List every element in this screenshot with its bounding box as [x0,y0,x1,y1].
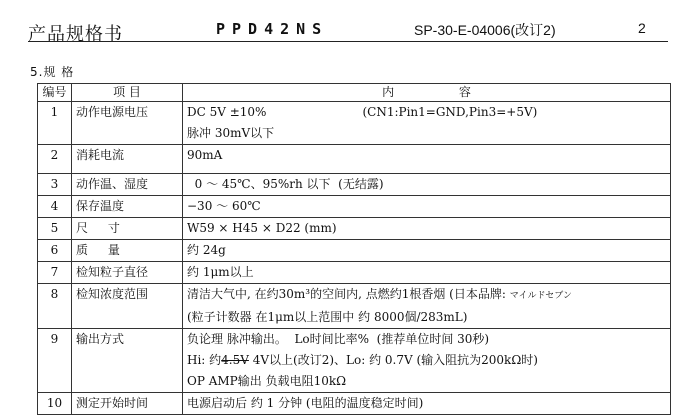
table-row [38,262,671,284]
row-item-label: 输出方式 [76,332,125,346]
header-content-label: 内 容 [382,85,471,99]
row-item-label: 测定开始时间 [76,396,149,410]
row-item-label: 质 量 [76,243,128,257]
content-line: 约 24g [187,243,226,257]
section-title: 5.规 格 [30,65,75,79]
header-item: 项 目 [72,84,183,102]
row-no: 9 [38,329,72,393]
content-line: OP AMP输出 负载电阻10kΩ [187,374,347,388]
hi-label: Hi: 约 [187,353,222,367]
row-no: 3 [38,174,72,196]
row-no: 6 [38,240,72,262]
row-content [183,102,671,145]
row-item [72,284,183,329]
spec-table [37,83,671,415]
detection-text: 清洁大气中, 在约30m³的空间内, 点燃约1根香烟 (日本品牌: [187,287,510,301]
content-line: (粒子计数器 在1μm以上范围中 约 8000個/283mL) [187,310,468,324]
table-row [38,393,671,415]
content-line: −30 ～ 60℃ [187,199,261,213]
brand-name: マイルドセブン [509,291,572,301]
content-line: 约 1μm以上 [187,265,254,279]
header-content [183,84,671,102]
row-no: 1 [38,102,72,145]
row-content [183,174,671,196]
row-content [183,218,671,240]
table-header-row [38,84,671,102]
table-row [38,145,671,174]
row-no: 7 [38,262,72,284]
row-item [72,329,183,393]
page-header [28,0,668,45]
page-number: 2 [638,20,646,36]
row-no: 2 [38,145,72,174]
header-rule [28,41,668,42]
content-line: 脉冲 30mV以下 [187,126,275,140]
table-row [38,329,671,393]
table-row [38,240,671,262]
document-title: 产品规格书 [28,24,123,45]
row-item [72,196,183,218]
row-item [72,262,183,284]
voltage-value: DC 5V ±10% [187,105,267,119]
row-item-label: 保存温度 [76,199,125,213]
content-line: 负论理 脉冲输出。 Lo时间比率% (推荐单位时间 30秒) [187,332,490,346]
row-content [183,262,671,284]
row-item-label: 消耗电流 [76,148,125,162]
struck-value: 4.5V [221,353,249,367]
row-content [183,240,671,262]
row-item-label: 动作电源电压 [76,105,149,119]
row-content [183,145,671,174]
row-no: 4 [38,196,72,218]
table-row [38,284,671,329]
row-item [72,102,183,145]
row-no: 8 [38,284,72,329]
row-item-label: 尺 寸 [76,221,128,235]
row-content [183,284,671,329]
table-row [38,218,671,240]
model-number: PPD42NS [216,20,329,38]
row-content [183,393,671,415]
table-row [38,102,671,145]
row-item-label: 检知浓度范围 [76,287,149,301]
table-row [38,196,671,218]
row-item [72,145,183,174]
content-line [187,284,666,307]
row-no: 5 [38,218,72,240]
row-item [72,218,183,240]
row-item [72,393,183,415]
row-content [183,196,671,218]
content-line: 电源启动后 约 1 分钟 (电阻的温度稳定时间) [187,396,424,410]
row-item [72,240,183,262]
content-line: 0 ～ 45℃、95%rh 以下 (无结露) [187,177,384,191]
table-row [38,174,671,196]
row-item [72,174,183,196]
row-item-label: 动作温、湿度 [76,177,149,191]
row-content [183,329,671,393]
content-line [187,350,666,371]
row-no: 10 [38,393,72,415]
hi-lo-values: 4V以上(改订2)、Lo: 约 0.7V (输入阻抗为200kΩ时) [248,353,538,367]
header-no: 编号 [38,84,72,102]
row-item-label: 检知粒子直径 [76,265,149,279]
content-line: W59 × H45 × D22 (mm) [187,221,337,235]
document-number: SP-30-E-04006(改订2) [414,22,556,38]
pin-note: (CN1:Pin1=GND,Pin3=+5V) [362,105,538,119]
content-line [187,102,666,123]
content-line: 90mA [187,148,223,162]
